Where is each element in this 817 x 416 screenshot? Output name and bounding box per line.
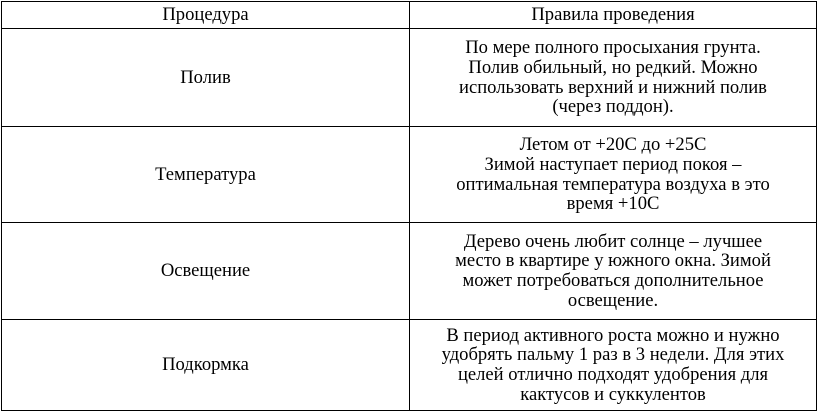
- header-procedure: Процедура: [2, 2, 410, 29]
- rules-line: использовать верхний и нижний полив: [459, 76, 767, 98]
- procedure-cell: Температура: [2, 127, 410, 223]
- table-row: [2, 29, 817, 127]
- rules-cell: [410, 127, 817, 223]
- rules-line: Дерево очень любит солнце – лучшее: [463, 230, 763, 252]
- rules-line: удобрять пальму 1 раз в 3 недели. Для этих: [441, 344, 785, 366]
- rules-line: В период активного роста можно и нужно: [446, 324, 780, 346]
- rules-line: Летом от +20С до +25С: [519, 134, 707, 156]
- rules-line: (через поддон).: [552, 96, 674, 118]
- rules-cell: [410, 320, 817, 411]
- procedure-cell: Подкормка: [2, 320, 410, 411]
- rules-line: место в квартире у южного окна. Зимой: [455, 250, 771, 272]
- rules-line: оптимальная температура воздуха в это: [456, 173, 770, 195]
- header-rules: Правила проведения: [410, 2, 817, 29]
- rules-line: время +10С: [566, 193, 660, 215]
- rules-line: может потребоваться дополнительное: [462, 270, 764, 291]
- table-row: [2, 223, 817, 320]
- rules-cell: [410, 29, 817, 127]
- care-table: [1, 1, 817, 411]
- rules-line: освещение.: [567, 289, 659, 311]
- rules-line: Зимой наступает период покоя –: [484, 153, 742, 175]
- rules-cell: [410, 223, 817, 320]
- rules-line: По мере полного просыхания грунта.: [465, 37, 761, 59]
- table-row: [2, 127, 817, 223]
- table-header-row: [2, 2, 817, 29]
- table-row: [2, 320, 817, 411]
- procedure-cell: Освещение: [2, 223, 410, 320]
- rules-line: целей отлично подходят удобрения для: [457, 364, 769, 385]
- rules-line: кактусов и суккулентов: [520, 383, 706, 405]
- rules-line: Полив обильный, но редкий. Можно: [468, 56, 758, 78]
- procedure-cell: Полив: [2, 29, 410, 127]
